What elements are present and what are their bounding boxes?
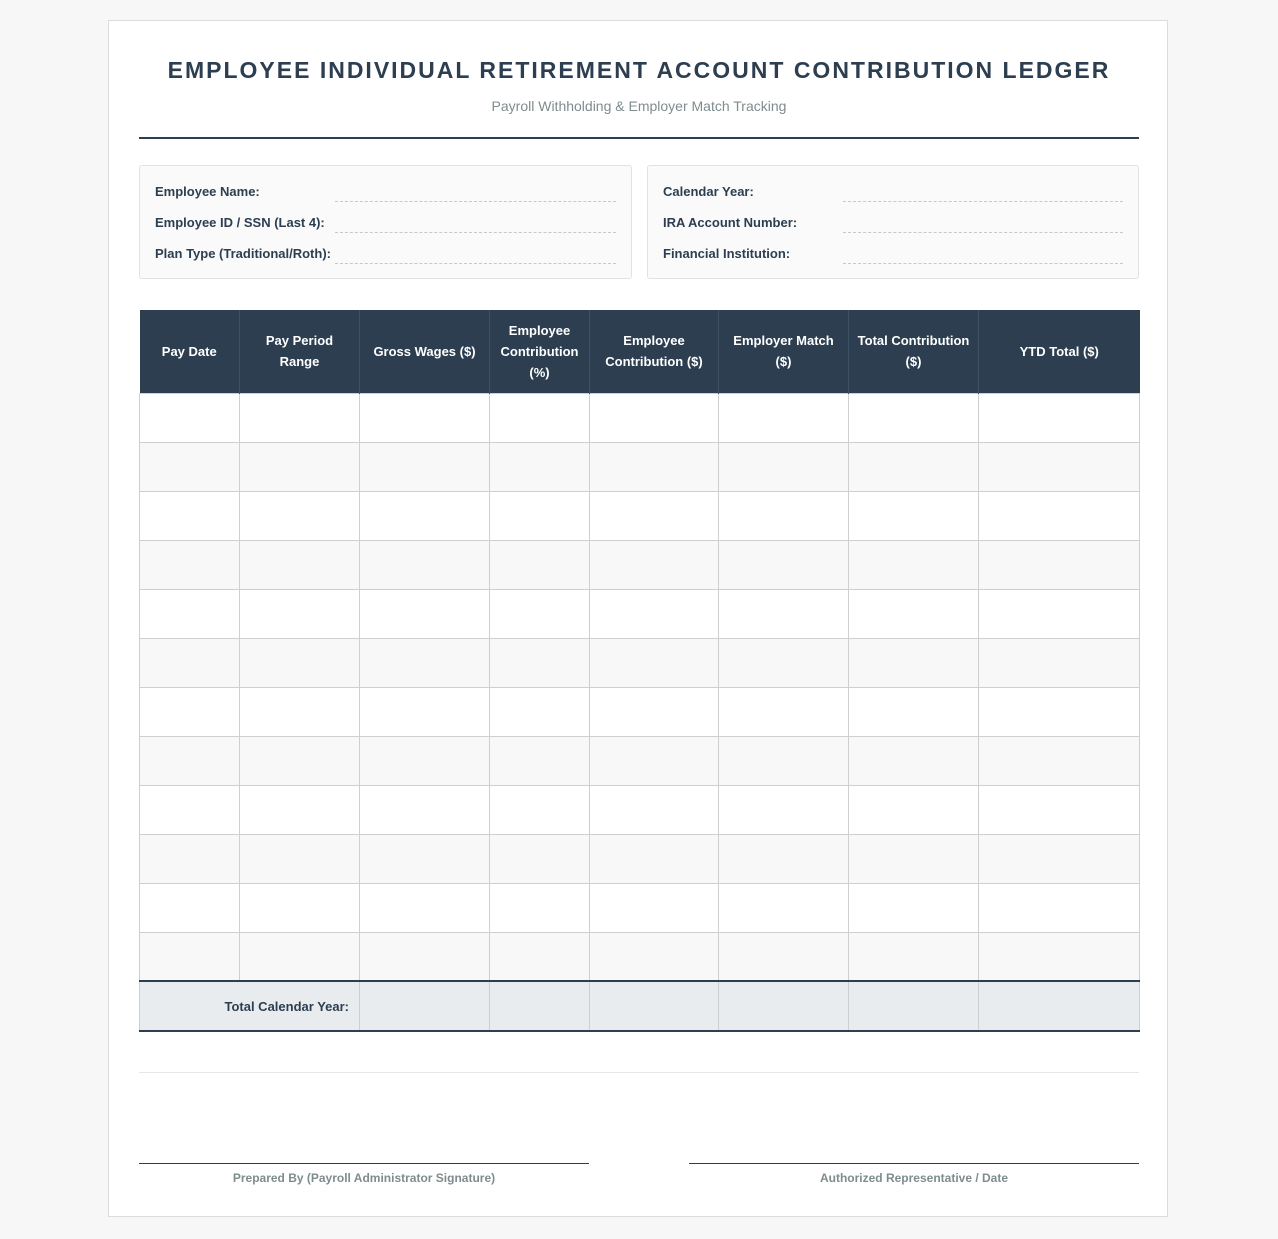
cell-pay-period-range[interactable] <box>240 442 360 491</box>
info-row-ira-account <box>663 213 1123 233</box>
contribution-ledger-table <box>139 310 1140 1032</box>
cell-employee-contribution-amount[interactable] <box>590 687 719 736</box>
cell-employer-match[interactable] <box>719 540 849 589</box>
cell-gross-wages[interactable] <box>360 491 490 540</box>
cell-employee-contribution-amount[interactable] <box>590 393 719 442</box>
prepared-by-label: Prepared By (Payroll Administrator Signature) <box>232 1171 496 1185</box>
cell-employee-contribution-amount[interactable] <box>590 736 719 785</box>
info-row-financial-institution <box>663 244 1123 264</box>
ledger-body <box>140 393 1140 981</box>
cell-pay-date[interactable] <box>140 393 240 442</box>
cell-employee-contribution-percent[interactable] <box>490 785 590 834</box>
cell-total-contribution[interactable] <box>849 540 979 589</box>
total-calendar-year-label: Total Calendar Year: <box>140 981 360 1031</box>
cell-total-contribution[interactable] <box>849 393 979 442</box>
cell-employer-match[interactable] <box>719 393 849 442</box>
cell-pay-period-range[interactable] <box>240 638 360 687</box>
authorized-representative-signature <box>689 1163 1139 1185</box>
plan-type-field[interactable] <box>335 263 616 264</box>
cell-pay-date[interactable] <box>140 932 240 981</box>
cell-employee-contribution-amount[interactable] <box>590 491 719 540</box>
document-subtitle: Payroll Withholding & Employer Match Tracking <box>491 98 787 114</box>
total-employee-contribution-percent-cell[interactable] <box>490 981 590 1031</box>
cell-employee-contribution-amount[interactable] <box>590 442 719 491</box>
table-row <box>140 589 1140 638</box>
cell-ytd-total[interactable] <box>979 932 1140 981</box>
cell-total-contribution[interactable] <box>849 736 979 785</box>
ira-account-field[interactable] <box>843 232 1123 233</box>
cell-employee-contribution-amount[interactable] <box>590 785 719 834</box>
column-header-employee-contribution-percent: Employee Contribution (%) <box>490 310 590 393</box>
cell-employer-match[interactable] <box>719 883 849 932</box>
cell-pay-period-range[interactable] <box>240 883 360 932</box>
cell-total-contribution[interactable] <box>849 442 979 491</box>
employee-id-label: Employee ID / SSN (Last 4): <box>155 215 325 230</box>
cell-total-contribution[interactable] <box>849 883 979 932</box>
ira-account-label: IRA Account Number: <box>663 215 798 230</box>
employee-name-label: Employee Name: <box>155 184 260 199</box>
cell-pay-period-range[interactable] <box>240 589 360 638</box>
column-header-pay-date: Pay Date <box>140 310 240 393</box>
total-gross-wages-cell[interactable] <box>360 981 490 1031</box>
cell-employee-contribution-amount[interactable] <box>590 834 719 883</box>
title-divider <box>139 137 1139 139</box>
table-row <box>140 834 1140 883</box>
table-row <box>140 932 1140 981</box>
table-row <box>140 540 1140 589</box>
cell-pay-period-range[interactable] <box>240 540 360 589</box>
cell-employee-contribution-amount[interactable] <box>590 932 719 981</box>
column-header-pay-period-range: Pay Period Range <box>240 310 360 393</box>
cell-employee-contribution-amount[interactable] <box>590 540 719 589</box>
cell-employee-contribution-percent[interactable] <box>490 393 590 442</box>
cell-employee-contribution-amount[interactable] <box>590 883 719 932</box>
cell-total-contribution[interactable] <box>849 834 979 883</box>
cell-gross-wages[interactable] <box>360 834 490 883</box>
employee-info-box <box>139 165 632 279</box>
plan-type-label: Plan Type (Traditional/Roth): <box>155 246 331 261</box>
table-row <box>140 442 1140 491</box>
cell-employer-match[interactable] <box>719 785 849 834</box>
table-row <box>140 785 1140 834</box>
cell-total-contribution[interactable] <box>849 785 979 834</box>
cell-employer-match[interactable] <box>719 687 849 736</box>
cell-employee-contribution-amount[interactable] <box>590 589 719 638</box>
cell-gross-wages[interactable] <box>360 540 490 589</box>
cell-ytd-total[interactable] <box>979 491 1140 540</box>
cell-ytd-total[interactable] <box>979 736 1140 785</box>
cell-total-contribution[interactable] <box>849 687 979 736</box>
cell-ytd-total[interactable] <box>979 589 1140 638</box>
cell-employee-contribution-percent[interactable] <box>490 589 590 638</box>
account-info-box <box>647 165 1139 279</box>
cell-total-contribution[interactable] <box>849 589 979 638</box>
cell-employee-contribution-percent[interactable] <box>490 932 590 981</box>
cell-employer-match[interactable] <box>719 442 849 491</box>
cell-employee-contribution-percent[interactable] <box>490 883 590 932</box>
cell-employer-match[interactable] <box>719 834 849 883</box>
cell-pay-date[interactable] <box>140 834 240 883</box>
cell-employer-match[interactable] <box>719 589 849 638</box>
cell-pay-period-range[interactable] <box>240 932 360 981</box>
column-header-employer-match: Employer Match ($) <box>719 310 849 393</box>
financial-institution-field[interactable] <box>843 263 1123 264</box>
cell-total-contribution[interactable] <box>849 491 979 540</box>
totals-row <box>140 981 1140 1031</box>
cell-employee-contribution-percent[interactable] <box>490 736 590 785</box>
calendar-year-label: Calendar Year: <box>663 184 754 199</box>
table-header-row <box>140 310 1140 393</box>
cell-pay-date[interactable] <box>140 491 240 540</box>
cell-total-contribution[interactable] <box>849 932 979 981</box>
cell-gross-wages[interactable] <box>360 687 490 736</box>
info-row-employee-id <box>155 213 616 233</box>
cell-ytd-total[interactable] <box>979 883 1140 932</box>
cell-gross-wages[interactable] <box>360 393 490 442</box>
info-row-employee-name <box>155 182 616 202</box>
cell-ytd-total[interactable] <box>979 785 1140 834</box>
calendar-year-field[interactable] <box>843 201 1123 202</box>
cell-ytd-total[interactable] <box>979 834 1140 883</box>
employee-name-field[interactable] <box>335 201 616 202</box>
ledger-page <box>108 20 1168 1217</box>
cell-total-contribution[interactable] <box>849 638 979 687</box>
total-ytd-cell[interactable] <box>979 981 1140 1031</box>
cell-employer-match[interactable] <box>719 736 849 785</box>
financial-institution-label: Financial Institution: <box>663 246 791 261</box>
table-row <box>140 687 1140 736</box>
cell-pay-date[interactable] <box>140 638 240 687</box>
cell-gross-wages[interactable] <box>360 589 490 638</box>
cell-pay-date[interactable] <box>140 687 240 736</box>
table-row <box>140 393 1140 442</box>
cell-employee-contribution-percent[interactable] <box>490 687 590 736</box>
cell-pay-period-range[interactable] <box>240 736 360 785</box>
cell-employer-match[interactable] <box>719 638 849 687</box>
cell-employer-match[interactable] <box>719 932 849 981</box>
cell-gross-wages[interactable] <box>360 785 490 834</box>
cell-ytd-total[interactable] <box>979 540 1140 589</box>
cell-gross-wages[interactable] <box>360 932 490 981</box>
cell-ytd-total[interactable] <box>979 393 1140 442</box>
cell-pay-period-range[interactable] <box>240 491 360 540</box>
info-row-plan-type <box>155 244 616 264</box>
authorized-representative-label: Authorized Representative / Date <box>819 1171 1009 1185</box>
cell-pay-date[interactable] <box>140 442 240 491</box>
cell-employer-match[interactable] <box>719 491 849 540</box>
cell-pay-period-range[interactable] <box>240 785 360 834</box>
cell-ytd-total[interactable] <box>979 442 1140 491</box>
cell-pay-date[interactable] <box>140 540 240 589</box>
cell-pay-period-range[interactable] <box>240 687 360 736</box>
cell-pay-date[interactable] <box>140 785 240 834</box>
cell-pay-date[interactable] <box>140 589 240 638</box>
prepared-by-signature-line[interactable] <box>139 1163 589 1164</box>
cell-employee-contribution-percent[interactable] <box>490 491 590 540</box>
document-title: EMPLOYEE INDIVIDUAL RETIREMENT ACCOUNT CONTRIBUTION LEDGER <box>167 57 1111 83</box>
total-contribution-cell[interactable] <box>849 981 979 1031</box>
table-row <box>140 491 1140 540</box>
cell-ytd-total[interactable] <box>979 687 1140 736</box>
cell-pay-period-range[interactable] <box>240 393 360 442</box>
cell-employee-contribution-percent[interactable] <box>490 834 590 883</box>
employee-id-field[interactable] <box>335 232 616 233</box>
cell-gross-wages[interactable] <box>360 736 490 785</box>
cell-pay-date[interactable] <box>140 883 240 932</box>
column-header-gross-wages: Gross Wages ($) <box>360 310 490 393</box>
cell-ytd-total[interactable] <box>979 638 1140 687</box>
table-row <box>140 638 1140 687</box>
table-row <box>140 736 1140 785</box>
column-header-ytd-total: YTD Total ($) <box>979 310 1140 393</box>
footer-divider <box>139 1072 1139 1073</box>
column-header-employee-contribution-amount: Employee Contribution ($) <box>590 310 719 393</box>
cell-pay-date[interactable] <box>140 736 240 785</box>
cell-gross-wages[interactable] <box>360 638 490 687</box>
total-employer-match-cell[interactable] <box>719 981 849 1031</box>
cell-employee-contribution-percent[interactable] <box>490 638 590 687</box>
cell-gross-wages[interactable] <box>360 442 490 491</box>
table-row <box>140 883 1140 932</box>
total-employee-contribution-amount-cell[interactable] <box>590 981 719 1031</box>
column-header-total-contribution: Total Contribution ($) <box>849 310 979 393</box>
cell-employee-contribution-amount[interactable] <box>590 638 719 687</box>
cell-employee-contribution-percent[interactable] <box>490 540 590 589</box>
cell-gross-wages[interactable] <box>360 883 490 932</box>
authorized-representative-signature-line[interactable] <box>689 1163 1139 1164</box>
cell-employee-contribution-percent[interactable] <box>490 442 590 491</box>
prepared-by-signature <box>139 1163 589 1185</box>
cell-pay-period-range[interactable] <box>240 834 360 883</box>
info-row-calendar-year <box>663 182 1123 202</box>
